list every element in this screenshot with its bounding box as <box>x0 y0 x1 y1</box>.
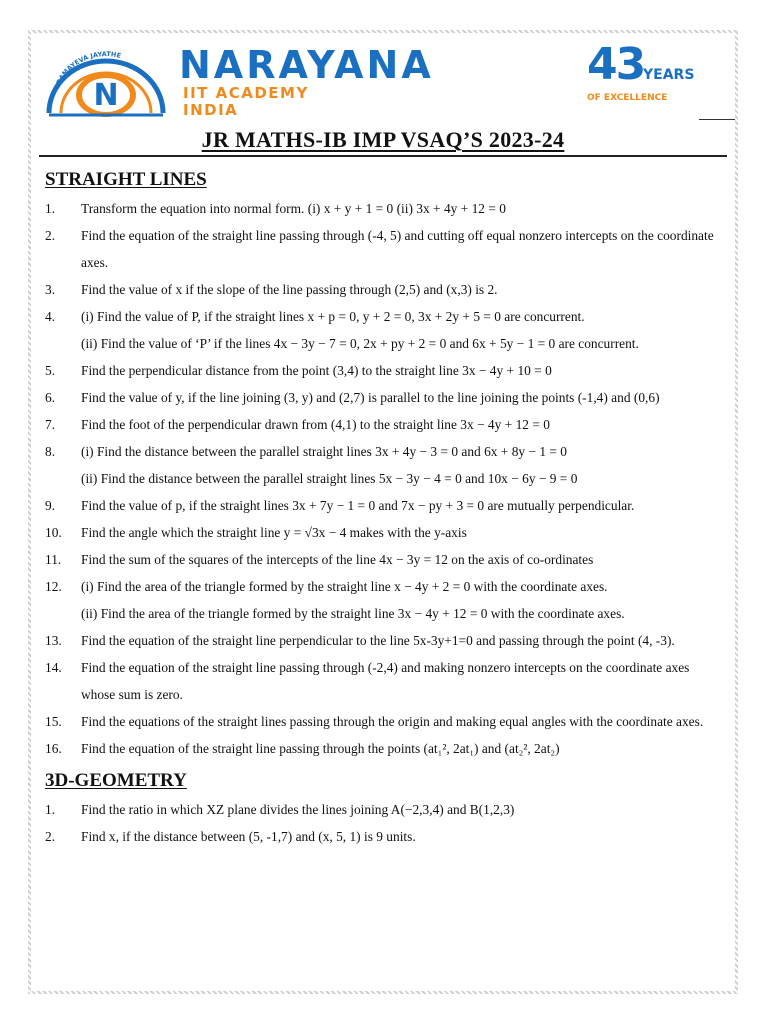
question-text: Find the value of p, if the straight lines 3x + 7y − 1 = 0 and 7x − py + 3 = 0 are mutually perpendicular. <box>81 498 635 513</box>
question-text: Find the angle which the straight line y = √3x − 4 makes with the y-axis <box>81 525 467 540</box>
question-number: 9. <box>45 498 56 513</box>
question-item <box>45 465 725 492</box>
question-list <box>45 195 725 762</box>
question-number <box>45 330 81 357</box>
question-item <box>45 357 725 384</box>
question-number: 16. <box>45 741 62 756</box>
anniversary-word: YEARS <box>643 67 695 83</box>
brand-name: NARAYANA <box>179 43 434 87</box>
question-number: 2. <box>45 829 56 844</box>
brand-sub-line1: IIT ACADEMY <box>183 84 309 102</box>
question-item <box>45 330 725 357</box>
question-number: 1. <box>45 201 56 216</box>
question-item <box>45 492 725 519</box>
question-text: (ii) Find the value of ‘P’ if the lines 4x − 3y − 7 = 0, 2x + py + 2 = 0 and 6x + 5y − 1 = 0 are concurrent. <box>81 336 639 351</box>
question-text: Find the equation of the straight line passing through the points (at₁², 2at₁) and (at₂², 2at₂) <box>81 741 560 756</box>
question-text: Find x, if the distance between (5, -1,7) and (x, 5, 1) is 9 units. <box>81 829 416 844</box>
question-content <box>45 163 725 850</box>
question-item <box>45 276 725 303</box>
question-text: Find the equation of the straight line passing through (-4, 5) and cutting off equal nonzero intercepts on the coordinate axes. <box>81 228 714 270</box>
question-text: Find the value of x if the slope of the line passing through (2,5) and (x,3) is 2. <box>81 282 498 297</box>
question-item <box>45 384 725 411</box>
page-title: JR MATHS-IB IMP VSAQ’S 2023-24 <box>201 127 565 152</box>
question-number: 13. <box>45 633 62 648</box>
question-text: Find the sum of the squares of the intercepts of the line 4x − 3y = 12 on the axis of co-ordinates <box>81 552 594 567</box>
question-item <box>45 708 725 735</box>
question-text: (ii) Find the distance between the parallel straight lines 5x − 3y − 4 = 0 and 10x − 6y − 9 = 0 <box>81 471 578 486</box>
section-heading: 3D-GEOMETRY <box>45 770 187 791</box>
logo-motto: SRAMAYEVA JAYATHE <box>52 50 122 91</box>
question-item <box>45 627 725 654</box>
question-item <box>45 519 725 546</box>
question-text: Find the perpendicular distance from the point (3,4) to the straight line 3x − 4y + 10 = 0 <box>81 363 552 378</box>
anniversary-number: 43 <box>587 39 645 90</box>
question-text: (ii) Find the area of the triangle formed by the straight line 3x − 4y + 12 = 0 with the coordinate axes. <box>81 606 625 621</box>
question-number: 12. <box>45 579 62 594</box>
svg-text:N: N <box>93 78 119 113</box>
question-number: 4. <box>45 309 56 324</box>
question-item <box>45 600 725 627</box>
question-text: Find the ratio in which XZ plane divides the lines joining A(−2,3,4) and B(1,2,3) <box>81 802 515 817</box>
question-item <box>45 195 725 222</box>
question-item <box>45 222 725 276</box>
question-number: 5. <box>45 363 56 378</box>
question-number: 6. <box>45 390 56 405</box>
question-item <box>45 573 725 600</box>
question-text: (i) Find the area of the triangle formed by the straight line x − 4y + 2 = 0 with the coordinate axes. <box>81 579 608 594</box>
question-number <box>45 465 81 492</box>
question-item <box>45 823 725 850</box>
narayana-emblem-logo <box>43 43 169 119</box>
question-item <box>45 411 725 438</box>
question-item <box>45 735 725 762</box>
question-number: 7. <box>45 417 56 432</box>
question-number: 1. <box>45 802 56 817</box>
question-number: 10. <box>45 525 62 540</box>
question-number: 2. <box>45 228 56 243</box>
title-divider <box>39 155 727 157</box>
question-text: Find the equation of the straight line passing through (-2,4) and making nonzero intercepts on the coordinate axes whose sum is zero. <box>81 660 690 702</box>
question-text: Find the equations of the straight lines passing through the origin and making equal angles with the coordinate axes. <box>81 714 704 729</box>
question-text: Transform the equation into normal form. (i) x + y + 1 = 0 (ii) 3x + 4y + 12 = 0 <box>81 201 506 216</box>
section-3d-geometry <box>45 770 725 850</box>
section-straight-lines <box>45 169 725 762</box>
question-text: Find the foot of the perpendicular drawn from (4,1) to the straight line 3x − 4y + 12 = 0 <box>81 417 550 432</box>
question-text: (i) Find the distance between the parallel straight lines 3x + 4y − 3 = 0 and 6x + 8y − 1 = 0 <box>81 444 567 459</box>
question-item <box>45 438 725 465</box>
header-banner <box>31 33 735 123</box>
section-heading: STRAIGHT LINES <box>45 169 207 190</box>
question-number <box>45 600 81 627</box>
header-divider <box>699 119 735 120</box>
question-item <box>45 303 725 330</box>
question-number: 15. <box>45 714 62 729</box>
question-text: (i) Find the value of P, if the straight lines x + p = 0, y + 2 = 0, 3x + 2y + 5 = 0 are concurrent. <box>81 309 585 324</box>
question-number: 8. <box>45 444 56 459</box>
brand-subtitle <box>183 85 309 119</box>
question-text: Find the value of y, if the line joining (3, y) and (2,7) is parallel to the line joining the points (-1,4) and (0,6) <box>81 390 660 405</box>
question-number: 3. <box>45 282 56 297</box>
question-item <box>45 796 725 823</box>
question-text: Find the equation of the straight line perpendicular to the line 5x-3y+1=0 and passing through the point (4, -3). <box>81 633 675 648</box>
question-number: 14. <box>45 660 62 675</box>
brand-sub-line2: INDIA <box>183 101 239 119</box>
anniversary-tagline: OF EXCELLENCE <box>587 93 668 103</box>
question-number: 11. <box>45 552 62 567</box>
question-list <box>45 796 725 850</box>
document-page <box>28 30 738 994</box>
question-item <box>45 546 725 573</box>
anniversary-badge <box>587 39 697 111</box>
question-item <box>45 654 725 708</box>
